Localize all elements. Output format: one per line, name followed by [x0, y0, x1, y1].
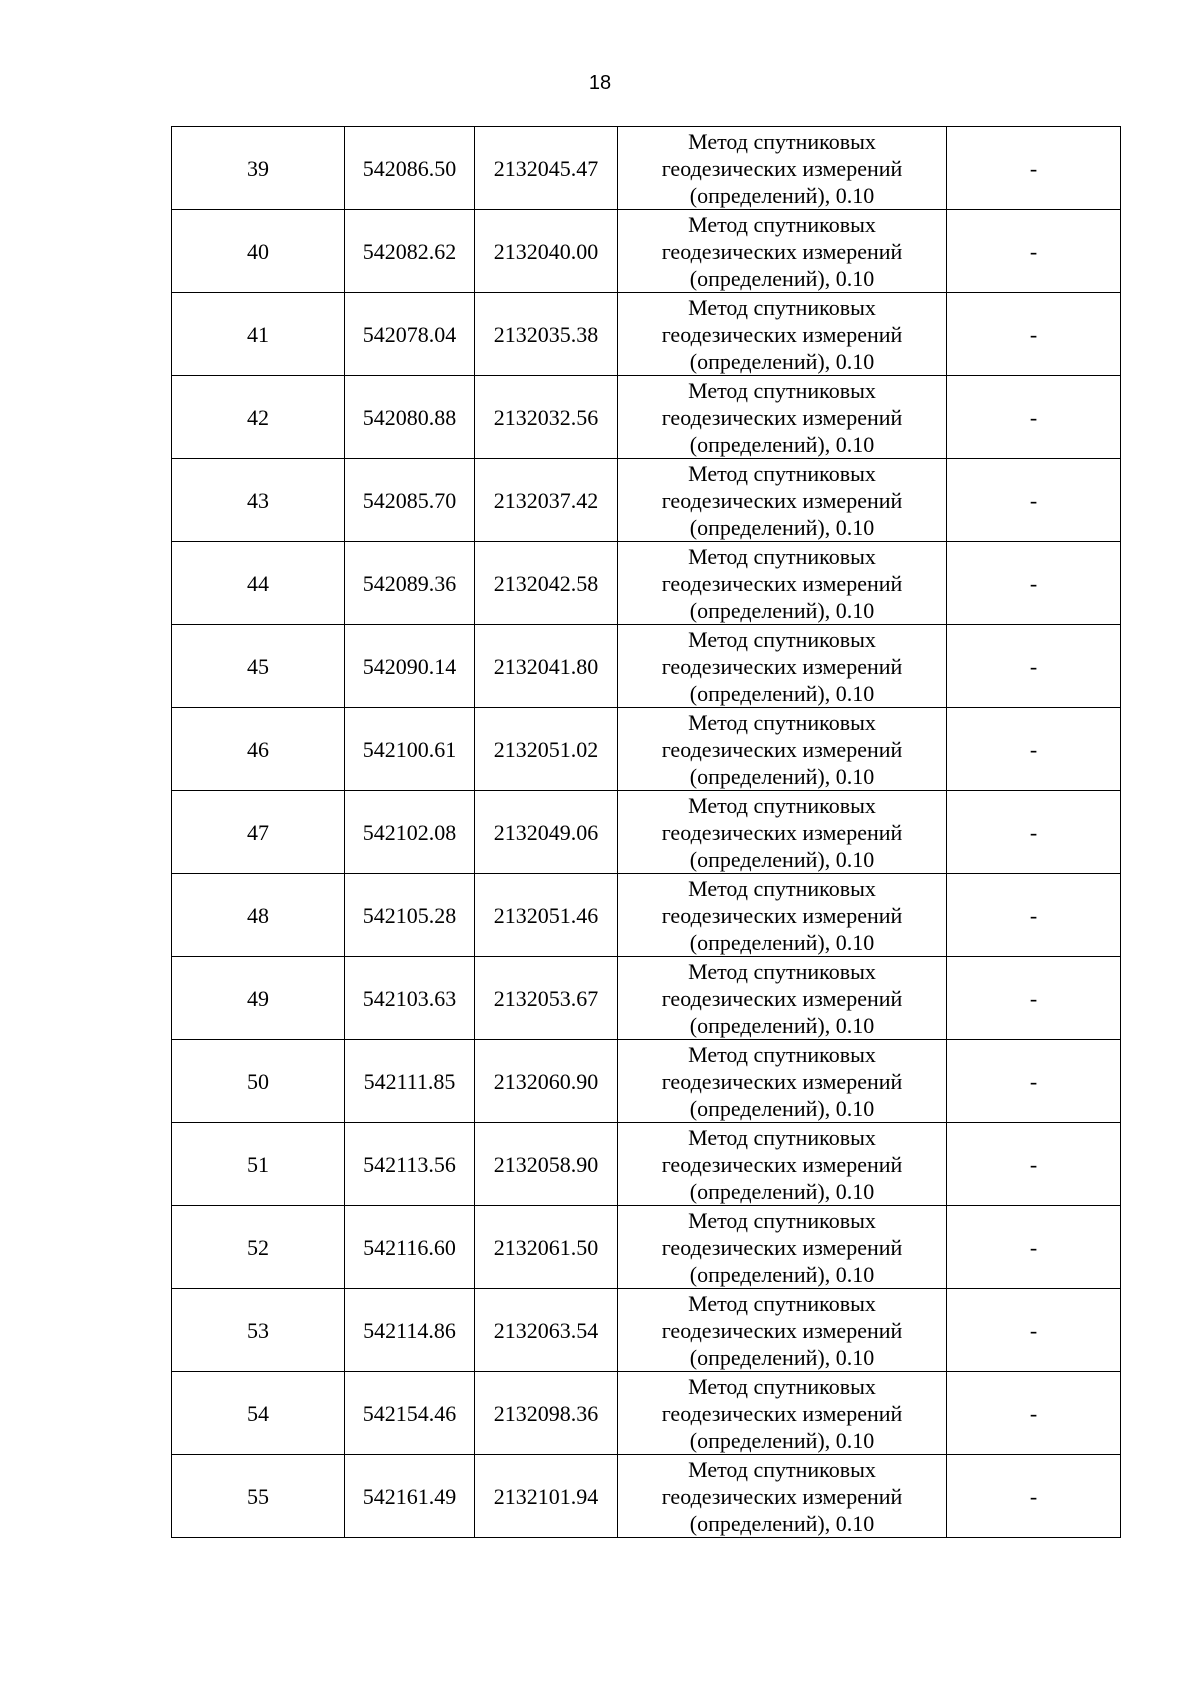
- point-number-cell: 40: [172, 210, 345, 293]
- point-number-cell: 52: [172, 1206, 345, 1289]
- table-row: [172, 376, 1121, 459]
- method-accuracy-cell: Метод спутниковых геодезических измерений (определений), 0.10: [618, 459, 947, 542]
- table-body: [172, 127, 1121, 1538]
- point-number-cell: 39: [172, 127, 345, 210]
- y-coordinate-cell: 2132051.02: [475, 708, 618, 791]
- note-cell: -: [947, 376, 1121, 459]
- x-coordinate-cell: 542154.46: [345, 1372, 475, 1455]
- method-accuracy-cell: Метод спутниковых геодезических измерений (определений), 0.10: [618, 874, 947, 957]
- point-number-cell: 45: [172, 625, 345, 708]
- note-cell: -: [947, 625, 1121, 708]
- page-number: 18: [588, 72, 612, 94]
- method-accuracy-cell: Метод спутниковых геодезических измерений (определений), 0.10: [618, 1372, 947, 1455]
- y-coordinate-cell: 2132061.50: [475, 1206, 618, 1289]
- table-row: [172, 1372, 1121, 1455]
- note-cell: -: [947, 542, 1121, 625]
- x-coordinate-cell: 542089.36: [345, 542, 475, 625]
- x-coordinate-cell: 542078.04: [345, 293, 475, 376]
- note-cell: -: [947, 957, 1121, 1040]
- method-accuracy-cell: Метод спутниковых геодезических измерений (определений), 0.10: [618, 376, 947, 459]
- method-accuracy-cell: Метод спутниковых геодезических измерений (определений), 0.10: [618, 1206, 947, 1289]
- method-accuracy-cell: Метод спутниковых геодезических измерений (определений), 0.10: [618, 127, 947, 210]
- method-accuracy-cell: Метод спутниковых геодезических измерений (определений), 0.10: [618, 293, 947, 376]
- method-accuracy-cell: Метод спутниковых геодезических измерений (определений), 0.10: [618, 1123, 947, 1206]
- table-row: [172, 1040, 1121, 1123]
- point-number-cell: 44: [172, 542, 345, 625]
- point-number-cell: 42: [172, 376, 345, 459]
- method-accuracy-cell: Метод спутниковых геодезических измерений (определений), 0.10: [618, 791, 947, 874]
- note-cell: -: [947, 1123, 1121, 1206]
- method-accuracy-cell: Метод спутниковых геодезических измерений (определений), 0.10: [618, 1289, 947, 1372]
- table-row: [172, 127, 1121, 210]
- x-coordinate-cell: 542085.70: [345, 459, 475, 542]
- method-accuracy-cell: Метод спутниковых геодезических измерений (определений), 0.10: [618, 1040, 947, 1123]
- y-coordinate-cell: 2132098.36: [475, 1372, 618, 1455]
- point-number-cell: 41: [172, 293, 345, 376]
- table-row: [172, 459, 1121, 542]
- method-accuracy-cell: Метод спутниковых геодезических измерений (определений), 0.10: [618, 210, 947, 293]
- method-accuracy-cell: Метод спутниковых геодезических измерений (определений), 0.10: [618, 1455, 947, 1538]
- y-coordinate-cell: 2132032.56: [475, 376, 618, 459]
- note-cell: -: [947, 708, 1121, 791]
- method-accuracy-cell: Метод спутниковых геодезических измерений (определений), 0.10: [618, 625, 947, 708]
- y-coordinate-cell: 2132035.38: [475, 293, 618, 376]
- note-cell: -: [947, 1206, 1121, 1289]
- method-accuracy-cell: Метод спутниковых геодезических измерений (определений), 0.10: [618, 957, 947, 1040]
- y-coordinate-cell: 2132060.90: [475, 1040, 618, 1123]
- table-row: [172, 708, 1121, 791]
- note-cell: -: [947, 210, 1121, 293]
- x-coordinate-cell: 542080.88: [345, 376, 475, 459]
- x-coordinate-cell: 542100.61: [345, 708, 475, 791]
- note-cell: -: [947, 791, 1121, 874]
- table-row: [172, 957, 1121, 1040]
- point-number-cell: 49: [172, 957, 345, 1040]
- table-row: [172, 542, 1121, 625]
- point-number-cell: 53: [172, 1289, 345, 1372]
- table-row: [172, 1455, 1121, 1538]
- x-coordinate-cell: 542102.08: [345, 791, 475, 874]
- method-accuracy-cell: Метод спутниковых геодезических измерений (определений), 0.10: [618, 708, 947, 791]
- note-cell: -: [947, 459, 1121, 542]
- x-coordinate-cell: 542114.86: [345, 1289, 475, 1372]
- y-coordinate-cell: 2132041.80: [475, 625, 618, 708]
- point-number-cell: 46: [172, 708, 345, 791]
- note-cell: -: [947, 1372, 1121, 1455]
- note-cell: -: [947, 1040, 1121, 1123]
- y-coordinate-cell: 2132037.42: [475, 459, 618, 542]
- point-number-cell: 51: [172, 1123, 345, 1206]
- note-cell: -: [947, 293, 1121, 376]
- x-coordinate-cell: 542082.62: [345, 210, 475, 293]
- x-coordinate-cell: 542116.60: [345, 1206, 475, 1289]
- y-coordinate-cell: 2132042.58: [475, 542, 618, 625]
- y-coordinate-cell: 2132045.47: [475, 127, 618, 210]
- table-row: [172, 1206, 1121, 1289]
- table-row: [172, 210, 1121, 293]
- y-coordinate-cell: 2132101.94: [475, 1455, 618, 1538]
- x-coordinate-cell: 542086.50: [345, 127, 475, 210]
- y-coordinate-cell: 2132040.00: [475, 210, 618, 293]
- table-row: [172, 625, 1121, 708]
- table-row: [172, 791, 1121, 874]
- y-coordinate-cell: 2132049.06: [475, 791, 618, 874]
- table-row: [172, 293, 1121, 376]
- y-coordinate-cell: 2132051.46: [475, 874, 618, 957]
- y-coordinate-cell: 2132053.67: [475, 957, 618, 1040]
- point-number-cell: 47: [172, 791, 345, 874]
- point-number-cell: 55: [172, 1455, 345, 1538]
- table-row: [172, 874, 1121, 957]
- note-cell: -: [947, 127, 1121, 210]
- note-cell: -: [947, 874, 1121, 957]
- coordinates-table: [171, 126, 1121, 1538]
- x-coordinate-cell: 542105.28: [345, 874, 475, 957]
- point-number-cell: 54: [172, 1372, 345, 1455]
- note-cell: -: [947, 1289, 1121, 1372]
- y-coordinate-cell: 2132058.90: [475, 1123, 618, 1206]
- point-number-cell: 50: [172, 1040, 345, 1123]
- x-coordinate-cell: 542103.63: [345, 957, 475, 1040]
- x-coordinate-cell: 542090.14: [345, 625, 475, 708]
- y-coordinate-cell: 2132063.54: [475, 1289, 618, 1372]
- x-coordinate-cell: 542113.56: [345, 1123, 475, 1206]
- method-accuracy-cell: Метод спутниковых геодезических измерений (определений), 0.10: [618, 542, 947, 625]
- table-row: [172, 1289, 1121, 1372]
- x-coordinate-cell: 542161.49: [345, 1455, 475, 1538]
- note-cell: -: [947, 1455, 1121, 1538]
- x-coordinate-cell: 542111.85: [345, 1040, 475, 1123]
- point-number-cell: 48: [172, 874, 345, 957]
- point-number-cell: 43: [172, 459, 345, 542]
- table-row: [172, 1123, 1121, 1206]
